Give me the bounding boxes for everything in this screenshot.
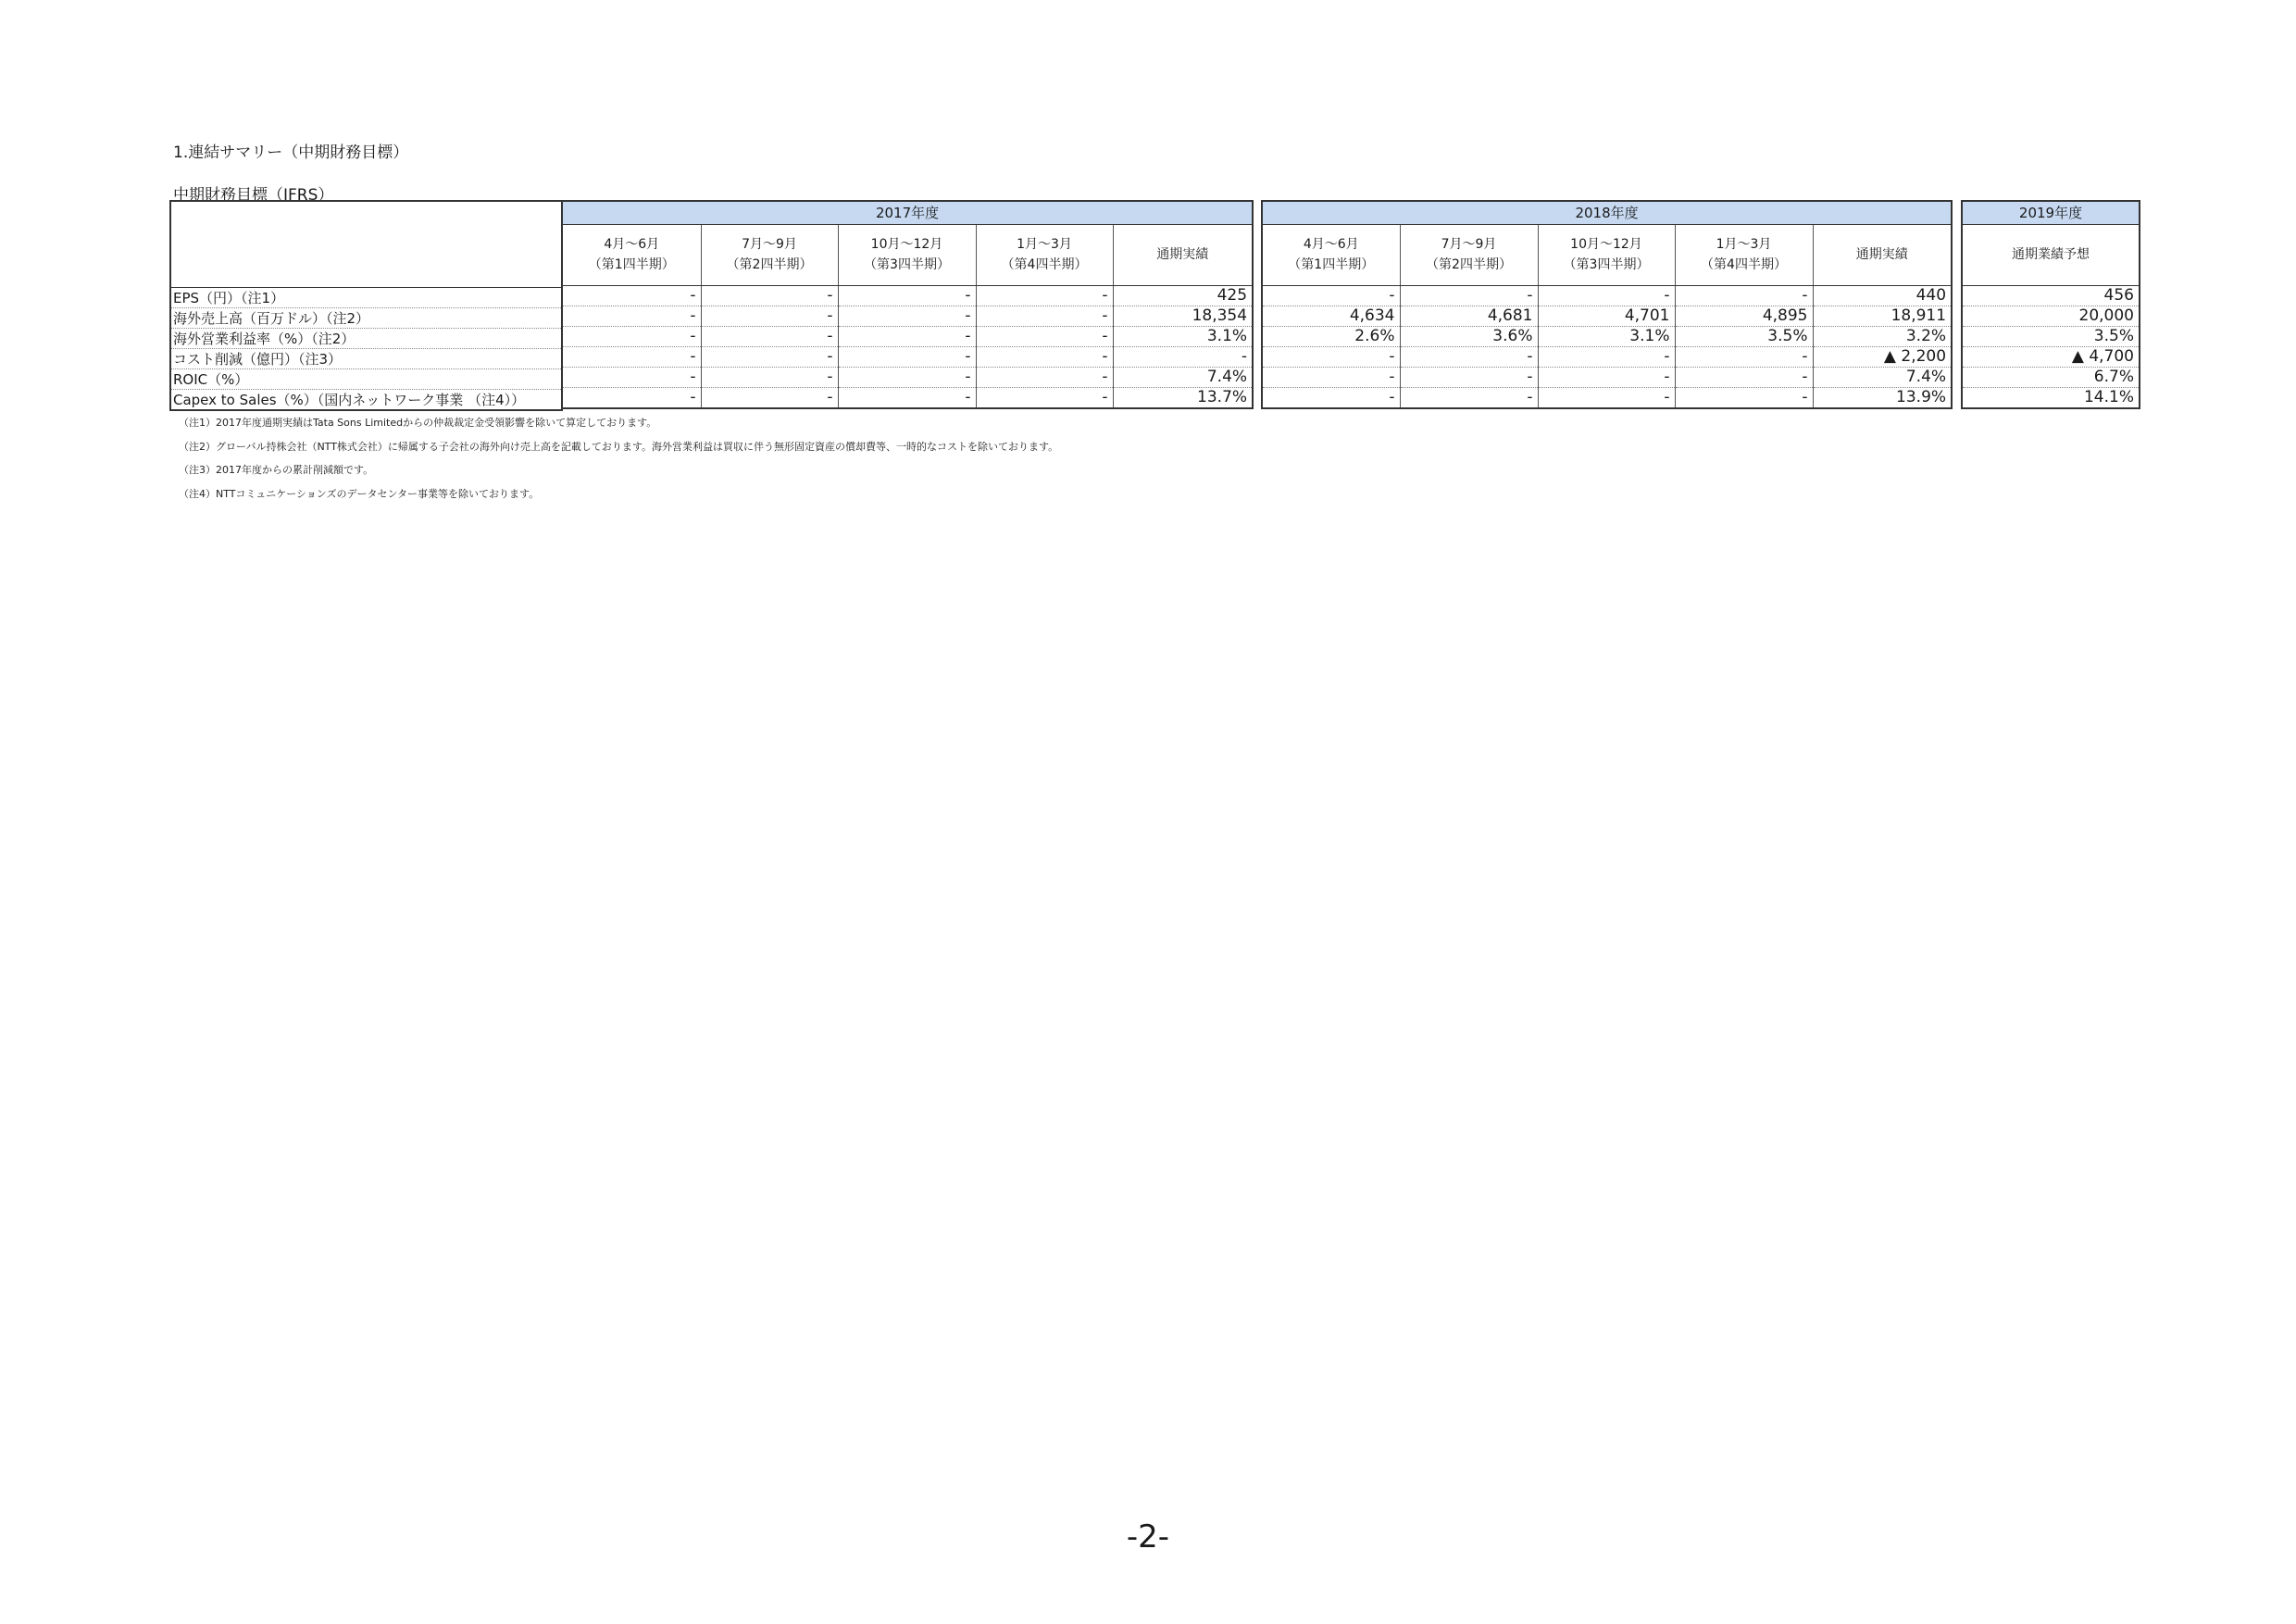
- value-cell: 7.4%: [1813, 367, 1951, 387]
- value-cell: -: [1675, 346, 1813, 367]
- row-label: EPS（円）（注1）: [171, 287, 561, 307]
- value-cell: 13.9%: [1813, 387, 1951, 407]
- full-year-header: 通期実績: [1113, 224, 1252, 285]
- value-cell: -: [701, 387, 838, 407]
- value-cell: 7.4%: [1113, 367, 1252, 387]
- value-cell: -: [1675, 367, 1813, 387]
- value-cell: -: [1538, 346, 1675, 367]
- value-cell: -: [1675, 387, 1813, 407]
- forecast-header: 通期業績予想: [1963, 224, 2139, 285]
- value-cell: 13.7%: [1113, 387, 1252, 407]
- quarter-header: 7月～9月 （第2四半期）: [701, 224, 838, 285]
- value-cell: -: [838, 326, 976, 346]
- value-cell: -: [838, 367, 976, 387]
- value-cell: -: [1263, 346, 1400, 367]
- value-cell: -: [1400, 367, 1538, 387]
- value-cell: -: [701, 285, 838, 306]
- value-cell: -: [563, 346, 701, 367]
- row-label: 海外売上高（百万ドル）（注2）: [171, 307, 561, 328]
- quarter-header: 7月～9月 （第2四半期）: [1400, 224, 1538, 285]
- value-cell: -: [976, 367, 1113, 387]
- value-cell: 425: [1113, 285, 1252, 306]
- value-cell: 6.7%: [1963, 367, 2139, 387]
- row-label: Capex to Sales（%）（国内ネットワーク事業 （注4））: [173, 391, 526, 408]
- quarter-header: 4月～6月 （第1四半期）: [563, 224, 701, 285]
- quarter-header: 10月～12月 （第3四半期）: [838, 224, 976, 285]
- value-cell: 14.1%: [2083, 388, 2134, 407]
- value-cell: -: [1400, 285, 1538, 306]
- quarter-header: 4月～6月 （第1四半期）: [1263, 224, 1400, 285]
- row-label-column: [169, 200, 563, 411]
- section-title: 1.連結サマリー（中期財務目標）: [173, 144, 409, 162]
- value-cell: -: [563, 326, 701, 346]
- value-cell: -: [976, 346, 1113, 367]
- year-header: 2019年度: [1963, 202, 2139, 224]
- value-cell: -: [1538, 285, 1675, 306]
- value-cell: ▲ 2,200: [1813, 346, 1951, 367]
- fy2017-block: [561, 200, 1254, 409]
- value-cell: -: [976, 285, 1113, 306]
- value-cell: -: [1538, 387, 1675, 407]
- value-cell: 18,354: [1113, 306, 1252, 326]
- footnote: （注4）NTTコミュニケーションズのデータセンター事業等を除いております。: [179, 487, 540, 500]
- value-cell: 3.5%: [1963, 326, 2139, 346]
- value-cell: -: [563, 367, 701, 387]
- value-cell: -: [976, 387, 1113, 407]
- full-year-header: 通期実績: [1813, 224, 1951, 285]
- value-cell: -: [1263, 367, 1400, 387]
- row-label: 海外営業利益率（%）（注2）: [171, 328, 561, 348]
- value-cell: -: [1675, 285, 1813, 306]
- fy2019-block: [1961, 200, 2140, 409]
- value-cell: 3.6%: [1400, 326, 1538, 346]
- value-cell: -: [838, 306, 976, 326]
- value-cell: -: [701, 306, 838, 326]
- value-cell: 4,681: [1400, 306, 1538, 326]
- year-header: 2017年度: [563, 202, 1252, 224]
- table-caption: 中期財務目標（IFRS）: [173, 186, 334, 205]
- value-cell: 2.6%: [1263, 326, 1400, 346]
- footnotes: [179, 411, 1058, 506]
- value-cell: 4,634: [1263, 306, 1400, 326]
- value-cell: -: [838, 285, 976, 306]
- value-cell: -: [1389, 388, 1395, 407]
- value-cell: 4,701: [1538, 306, 1675, 326]
- value-cell: -: [701, 326, 838, 346]
- value-cell: -: [690, 388, 696, 407]
- value-cell: 440: [1813, 285, 1951, 306]
- value-cell: -: [976, 306, 1113, 326]
- value-cell: 18,911: [1813, 306, 1951, 326]
- header-blank-cell: [171, 202, 561, 287]
- value-cell: -: [838, 346, 976, 367]
- value-cell: 20,000: [1963, 306, 2139, 326]
- value-cell: -: [701, 367, 838, 387]
- quarter-header: 10月～12月 （第3四半期）: [1538, 224, 1675, 285]
- value-cell: -: [976, 326, 1113, 346]
- year-header: 2018年度: [1263, 202, 1951, 224]
- value-cell: -: [1400, 346, 1538, 367]
- value-cell: 4,895: [1675, 306, 1813, 326]
- value-cell: ▲ 4,700: [1963, 346, 2139, 367]
- value-cell: 3.1%: [1538, 326, 1675, 346]
- page-number: -2-: [1126, 1518, 1170, 1555]
- row-label: コスト削減（億円）（注3）: [171, 348, 561, 369]
- footnote: （注3）2017年度からの累計削減額です。: [179, 464, 374, 476]
- row-label: ROIC（%）: [171, 369, 561, 389]
- value-cell: 3.1%: [1113, 326, 1252, 346]
- footnote: （注1）2017年度通期実績はTata Sons Limitedからの仲裁裁定金受領影響を除いて算定しております。: [179, 417, 657, 429]
- quarter-header: 1月～3月 （第4四半期）: [1675, 224, 1813, 285]
- value-cell: -: [1113, 346, 1252, 367]
- fy2018-block: [1261, 200, 1953, 409]
- value-cell: 3.5%: [1675, 326, 1813, 346]
- footnote: （注2）グローバル持株会社（NTT株式会社）に帰属する子会社の海外向け売上高を記載しております。海外営業利益は買収に伴う無形固定資産の償却費等、一時的なコストを除いております。: [179, 440, 1059, 453]
- value-cell: -: [838, 387, 976, 407]
- value-cell: 456: [1963, 285, 2139, 306]
- quarter-header: 1月～3月 （第4四半期）: [976, 224, 1113, 285]
- value-cell: -: [563, 306, 701, 326]
- value-cell: -: [701, 346, 838, 367]
- value-cell: -: [1263, 285, 1400, 306]
- value-cell: -: [563, 285, 701, 306]
- value-cell: -: [1538, 367, 1675, 387]
- value-cell: 3.2%: [1813, 326, 1951, 346]
- value-cell: -: [1400, 387, 1538, 407]
